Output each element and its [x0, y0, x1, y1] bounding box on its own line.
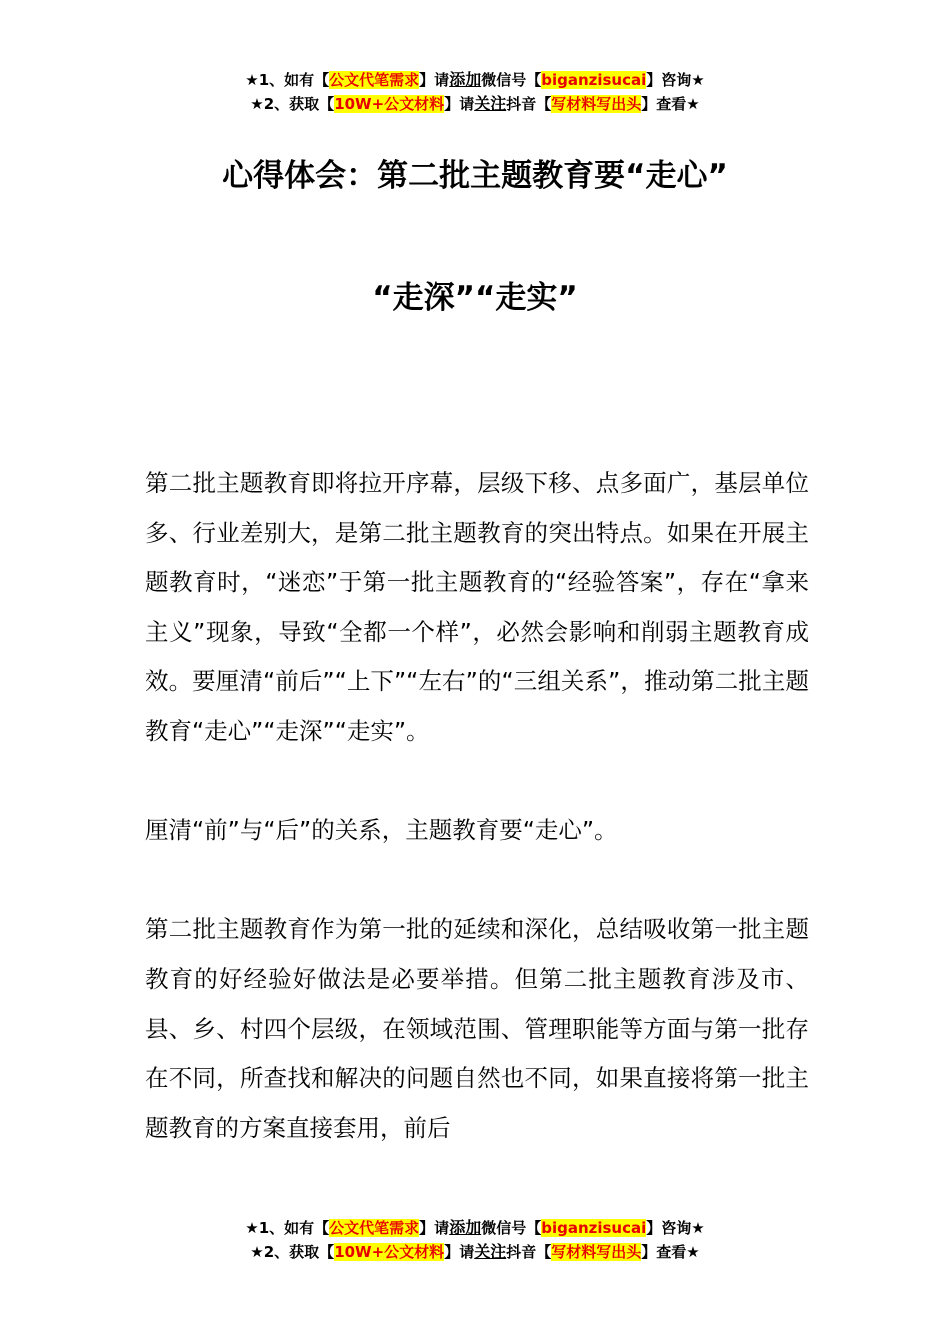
paragraph-spacer [145, 856, 809, 906]
highlight-douyin: 写材料写出头 [551, 95, 642, 113]
highlight-douyin: 写材料写出头 [551, 1243, 642, 1261]
paragraph: 厘清“前”与“后”的关系，主题教育要“走心”。 [145, 816, 618, 845]
header-banner [0, 68, 950, 116]
banner-line-1: ★1、如有【公文代笔需求】请添加微信号【biganzisucai】咨询★ [245, 1218, 705, 1237]
banner-line-2: ★2、获取【10W+公文材料】请关注抖音【写材料写出头】查看★ [250, 94, 700, 113]
star-icon: ★ [245, 71, 259, 89]
paragraph: 第二批主题教育即将拉开序幕，层级下移、点多面广，基层单位多、行业差别大，是第二批主题教育的突出特点。如果在开展主题教育时，“迷恋”于第一批主题教育的“经验答案”，存在“拿来主义”现象，导致“全都一个样”，必然会影响和削弱主题教育成效。要厘清“前后”“上下”“左右”的“三组关系”，推动第二批主题教育“走心”“走深”“走实”。 [145, 469, 809, 745]
page-title-line-1: 心得体会：第二批主题教育要“走心” [222, 158, 728, 194]
highlight-materials: 10W+公文材料 [334, 1243, 445, 1261]
document-body [145, 459, 809, 1153]
star-icon: ★ [245, 1219, 259, 1237]
banner-line-2: ★2、获取【10W+公文材料】请关注抖音【写材料写出头】查看★ [250, 1242, 700, 1261]
paragraph: 第二批主题教育作为第一批的延续和深化，总结吸收第一批主题教育的好经验好做法是必要举措。但第二批主题教育涉及市、县、乡、村四个层级，在领域范围、管理职能等方面与第一批存在不同，所查找和解决的问题自然也不同，如果直接将第一批主题教育的方案直接套用，前后 [145, 915, 809, 1142]
highlight-ghostwriting: 公文代笔需求 [329, 1219, 420, 1237]
highlight-wechat-id: biganzisucai [541, 71, 647, 89]
star-icon: ★ [250, 95, 264, 113]
highlight-wechat-id: biganzisucai [541, 1219, 647, 1237]
star-icon: ★ [250, 1243, 264, 1261]
highlight-ghostwriting: 公文代笔需求 [329, 71, 420, 89]
page-title-line-2: “走深”“走实” [372, 280, 578, 316]
highlight-materials: 10W+公文材料 [334, 95, 445, 113]
paragraph-spacer [145, 757, 809, 807]
footer-banner [0, 1216, 950, 1264]
banner-line-1: ★1、如有【公文代笔需求】请添加微信号【biganzisucai】咨询★ [245, 70, 705, 89]
